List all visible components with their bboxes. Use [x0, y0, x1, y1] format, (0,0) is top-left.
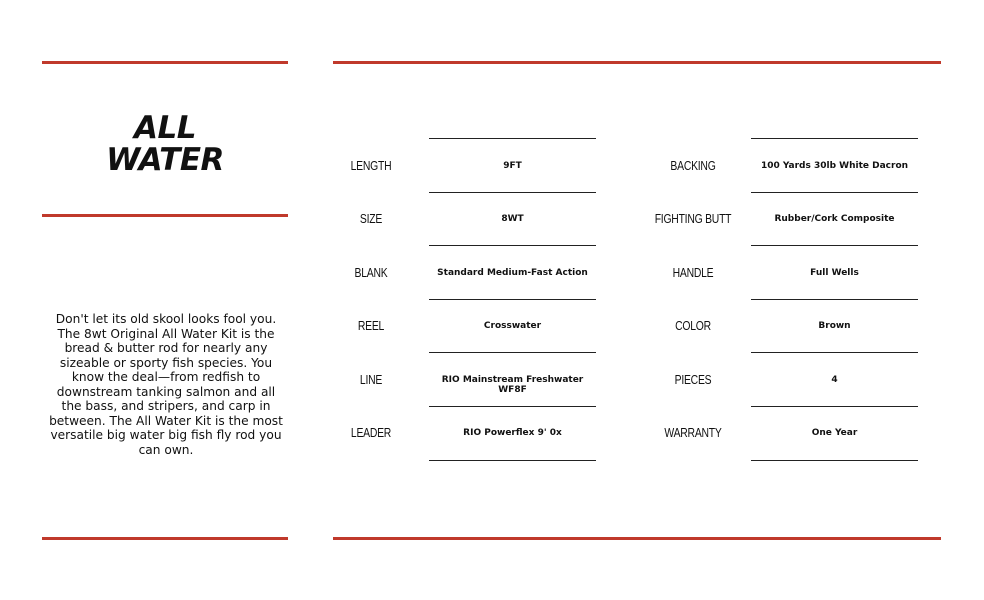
spec-divider	[429, 245, 596, 246]
spec-value-size: 8WT	[501, 214, 524, 224]
spec-label-blank: BLANK	[354, 265, 388, 280]
spec-divider	[429, 192, 596, 193]
product-title	[42, 112, 288, 176]
spec-divider	[751, 352, 918, 353]
spec-divider	[429, 406, 596, 407]
spec-divider	[751, 192, 918, 193]
spec-label-leader: LEADER	[350, 425, 392, 440]
spec-value-handle: Full Wells	[810, 268, 859, 278]
spec-label-length: LENGTH	[350, 158, 392, 173]
spec-value-color: Brown	[818, 321, 851, 331]
spec-divider	[751, 460, 918, 461]
spec-label-warranty: WARRANTY	[664, 425, 722, 440]
spec-divider	[429, 299, 596, 300]
spec-value-pieces: 4	[831, 375, 838, 385]
spec-label-backing: BACKING	[670, 158, 716, 173]
spec-divider	[429, 138, 596, 139]
spec-value-blank: Standard Medium-Fast Action	[437, 268, 588, 278]
bottom-rule-left	[42, 537, 288, 540]
spec-divider	[751, 138, 918, 139]
bottom-rule-right	[333, 537, 941, 540]
title-line-1: ALL	[134, 110, 196, 146]
spec-label-color: COLOR	[675, 318, 711, 333]
spec-value-backing: 100 Yards 30lb White Dacron	[760, 161, 909, 171]
spec-value-reel: Crosswater	[483, 321, 542, 331]
spec-value-length: 9FT	[503, 161, 522, 171]
mid-rule-left	[42, 214, 288, 217]
spec-label-handle: HANDLE	[672, 265, 714, 280]
spec-value-line: RIO Mainstream Freshwater WF8F	[441, 375, 584, 395]
top-rule-left	[42, 61, 288, 64]
spec-divider	[429, 352, 596, 353]
product-description: Don't let its old skool looks fool you. The 8wt Original All Water Kit is the bread & butter rod for nearly any sizeable or sporty fish species. You know the deal—from redfish to downstream tanking salmon and all the bass, and stripers, and carp in between. The All Water Kit is the most versatile big water big fish fly rod you can own.	[49, 312, 283, 457]
spec-value-fighting-butt: Rubber/Cork Composite	[774, 214, 895, 224]
spec-label-size: SIZE	[359, 211, 383, 226]
spec-divider	[429, 460, 596, 461]
spec-label-pieces: PIECES	[674, 372, 712, 387]
title-line-2: WATER	[106, 142, 224, 178]
spec-divider	[751, 299, 918, 300]
top-rule-right	[333, 61, 941, 64]
spec-value-leader: RIO Powerflex 9' 0x	[463, 428, 562, 438]
spec-label-reel: REEL	[357, 318, 385, 333]
spec-label-fighting-butt: FIGHTING BUTT	[654, 211, 732, 226]
spec-value-warranty: One Year	[811, 428, 858, 438]
spec-label-line: LINE	[359, 372, 383, 387]
spec-divider	[751, 406, 918, 407]
spec-divider	[751, 245, 918, 246]
